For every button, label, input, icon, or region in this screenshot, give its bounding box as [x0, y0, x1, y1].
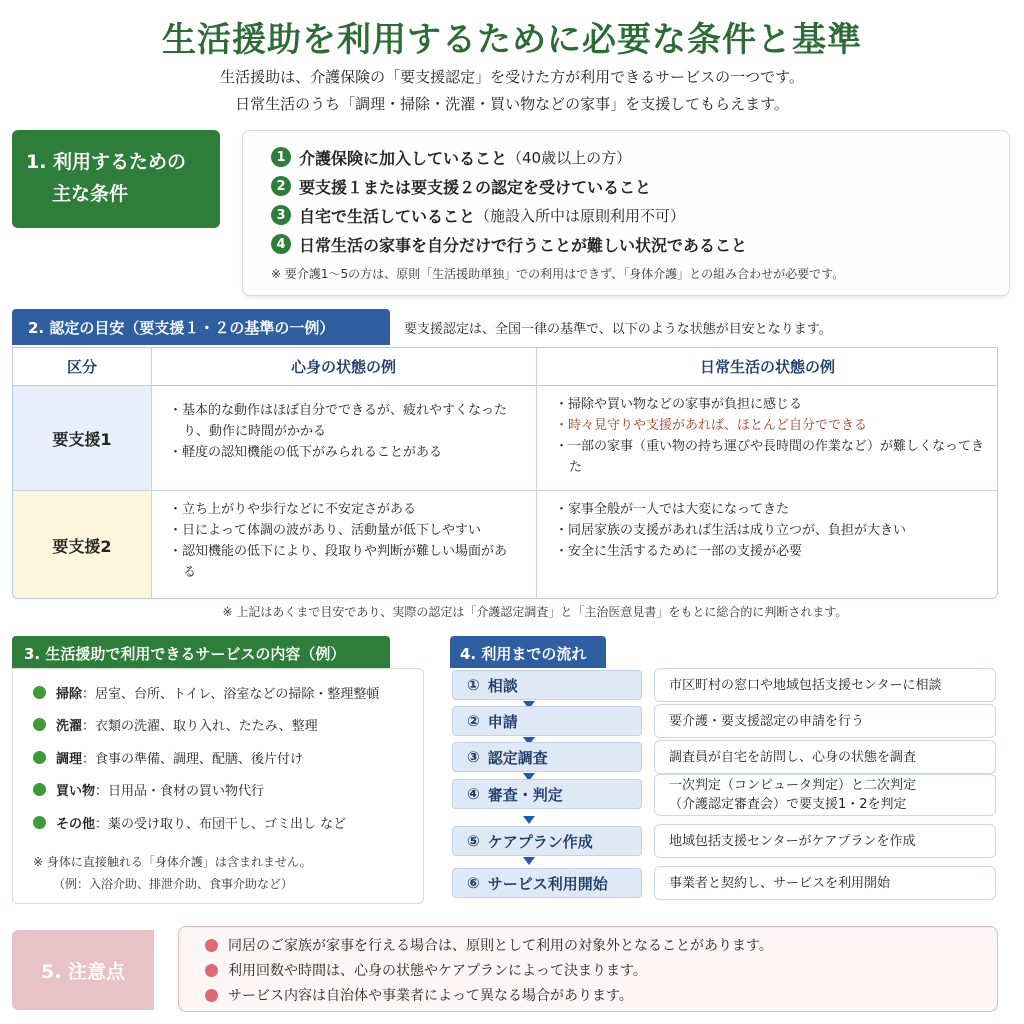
conditions-box: [242, 130, 1010, 296]
list-item: ・ 軽度の認知機能の低下がみられることがある: [169, 442, 519, 463]
services-box: [12, 668, 424, 904]
service-name: 掃除: [56, 687, 83, 702]
section1-label-line: 主な条件: [52, 183, 129, 205]
service-item: [33, 748, 303, 767]
page-title: 生活援助を利用するために必要な条件と基準: [162, 20, 862, 60]
table-cell: [169, 400, 519, 463]
step-description: 事業者と契約し、サービスを利用開始: [654, 866, 996, 900]
table-divider: [151, 348, 152, 599]
service-text: ：食事の準備、調理、配膳、後片付け: [82, 752, 304, 767]
bullet-icon: [33, 783, 46, 796]
step-number: ④: [467, 785, 480, 803]
number-2-icon: 2: [271, 176, 291, 196]
service-name: 調理: [56, 752, 83, 767]
step-label: サービス利用開始: [487, 874, 608, 893]
service-name: その他: [56, 817, 96, 832]
section1-label: [12, 130, 220, 228]
caution-item: [205, 935, 773, 955]
list-item: ・ 時々見守りや支援があれば、ほとんど自分でできる: [555, 415, 985, 436]
service-text: ：衣類の洗濯、取り入れ、たたみ、整理: [82, 719, 318, 734]
step-label: ケアプラン作成: [487, 832, 593, 851]
bullet-icon: [205, 964, 218, 977]
table-divider: [536, 348, 537, 599]
bullet-icon: [33, 718, 46, 731]
arrow-down-icon: [523, 857, 535, 865]
step-number: ⑤: [467, 832, 480, 850]
caution-item: [205, 960, 647, 980]
condition-text: 自宅で生活していること: [299, 206, 476, 226]
row-label-support1: 要支援1: [13, 386, 151, 490]
caution-text: 同居のご家族が家事を行える場合は、原則として利用の対象外となることがあります。: [228, 938, 773, 954]
row-label-support2: 要支援2: [13, 491, 151, 599]
cautions-box: [178, 926, 998, 1012]
section3-note: （例：入浴介助、排泄介助、食事介助など）: [53, 877, 294, 891]
arrow-down-icon: [523, 816, 535, 824]
step-number: ③: [467, 748, 480, 766]
condition-item: [271, 232, 747, 256]
bullet-icon: [205, 939, 218, 952]
number-1-icon: 1: [271, 147, 291, 167]
table-cell: [555, 499, 985, 562]
step-label: 審査・判定: [487, 785, 563, 804]
section3-note: ※ 身体に直接触れる「身体介護」は含まれません。: [33, 855, 312, 869]
step-description: 地域包括支援センターがケアプランを作成: [654, 824, 996, 858]
bullet-icon: [33, 816, 46, 829]
criteria-table: [12, 347, 998, 599]
table-header-category: 区分: [13, 348, 151, 386]
service-item: [33, 813, 346, 832]
step-number: ②: [467, 712, 480, 730]
step-label: 認定調査: [487, 748, 548, 767]
section1-note: ※ 要介護1〜5の方は、原則「生活援助単独」での利用はできず、「身体介護」との組み合わせが必要です。: [271, 267, 845, 281]
step-description-line: 一次判定（コンピュータ判定）と二次判定: [669, 778, 917, 793]
caution-text: サービス内容は自治体や事業者によって異なる場合があります。: [228, 988, 633, 1004]
service-item: [33, 715, 318, 734]
bullet-icon: [33, 686, 46, 699]
condition-sub: （施設入所中は原則利用不可）: [475, 206, 686, 225]
flow-step: [452, 742, 642, 772]
number-3-icon: 3: [271, 205, 291, 225]
flow-step: [452, 826, 642, 856]
step-number: ⑥: [467, 874, 480, 892]
condition-item: [271, 203, 685, 227]
section2-header: 2. 認定の目安（要支援１・２の基準の一例）: [12, 309, 390, 345]
list-item: ・ 掃除や買い物などの家事が負担に感じる: [555, 394, 985, 415]
service-name: 買い物: [56, 784, 96, 799]
service-text: ：薬の受け取り、布団干し、ゴミ出し など: [95, 817, 347, 832]
list-item: ・ 認知機能の低下により、段取りや判断が難しい場面がある: [169, 541, 519, 583]
flow-step: [452, 868, 642, 898]
caution-item: [205, 985, 633, 1005]
service-text: ：居室、台所、トイレ、浴室などの掃除・整理整頓: [82, 687, 380, 702]
flow-step: [452, 706, 642, 736]
step-description-line: （介護認定審査会）で要支援1・2を判定: [669, 797, 907, 812]
section3-header: 3. 生活援助で利用できるサービスの内容（例）: [12, 636, 390, 668]
service-text: ：日用品・食材の買い物代行: [95, 784, 265, 799]
section4-header: 4. 利用までの流れ: [450, 636, 606, 668]
table-header-physical: 心身の状態の例: [151, 348, 536, 386]
section5-label: 5. 注意点: [12, 930, 154, 1010]
section2-note: ※ 上記はあくまで目安であり、実際の認定は「介護認定調査」と「主治医意見書」をもとに総合的に判断されます。: [222, 605, 848, 619]
table-cell: [169, 499, 519, 583]
step-label: 申請: [487, 712, 518, 731]
condition-item: [271, 174, 651, 198]
list-item: ・ 安全に生活するために一部の支援が必要: [555, 541, 985, 562]
table-divider: [13, 490, 998, 491]
step-number: ①: [467, 676, 480, 694]
list-item: ・ 基本的な動作はほぼ自分でできるが、疲れやすくなったり、動作に時間がかかる: [169, 400, 519, 442]
caution-text: 利用回数や時間は、心身の状態やケアプランによって決まります。: [228, 963, 647, 979]
service-item: [33, 780, 264, 799]
list-item: ・ 一部の家事（重い物の持ち運びや長時間の作業など）が難しくなってきた: [555, 436, 985, 478]
table-cell: [555, 394, 985, 478]
condition-text: 要支援１または要支援２の認定を受けていること: [299, 177, 652, 197]
list-item: ・ 立ち上がりや歩行などに不安定さがある: [169, 499, 519, 520]
list-item: ・ 同居家族の支援があれば生活は成り立つが、負担が大きい: [555, 520, 985, 541]
step-description: [654, 774, 996, 816]
list-item: ・ 日によって体調の波があり、活動量が低下しやすい: [169, 520, 519, 541]
flow-step: [452, 670, 642, 700]
condition-item: [271, 145, 631, 169]
section2-description: 要支援認定は、全国一律の基準で、以下のような状態が目安となります。: [404, 322, 832, 337]
condition-text: 介護保険に加入していること: [299, 148, 508, 168]
step-description: 要介護・要支援認定の申請を行う: [654, 704, 996, 738]
list-item: ・ 家事全般が一人では大変になってきた: [555, 499, 985, 520]
service-name: 洗濯: [56, 719, 83, 734]
step-description: 調査員が自宅を訪問し、心身の状態を調査: [654, 740, 996, 774]
intro-line: 日常生活のうち「調理・掃除・洗濯・買い物などの家事」を支援してもらえます。: [235, 95, 789, 113]
flow-step: [452, 779, 642, 809]
step-label: 相談: [487, 676, 518, 695]
condition-sub: （40歳以上の方）: [507, 148, 632, 167]
step-description: 市区町村の窓口や地域包括支援センターに相談: [654, 668, 996, 702]
bullet-icon: [33, 751, 46, 764]
table-header-daily: 日常生活の状態の例: [536, 348, 998, 386]
service-item: [33, 683, 379, 702]
bullet-icon: [205, 989, 218, 1002]
condition-text: 日常生活の家事を自分だけで行うことが難しい状況であること: [299, 235, 748, 255]
number-4-icon: 4: [271, 234, 291, 254]
section1-label-line: 1. 利用するための: [26, 151, 187, 173]
intro-line: 生活援助は、介護保険の「要支援認定」を受けた方が利用できるサービスの一つです。: [220, 68, 804, 86]
